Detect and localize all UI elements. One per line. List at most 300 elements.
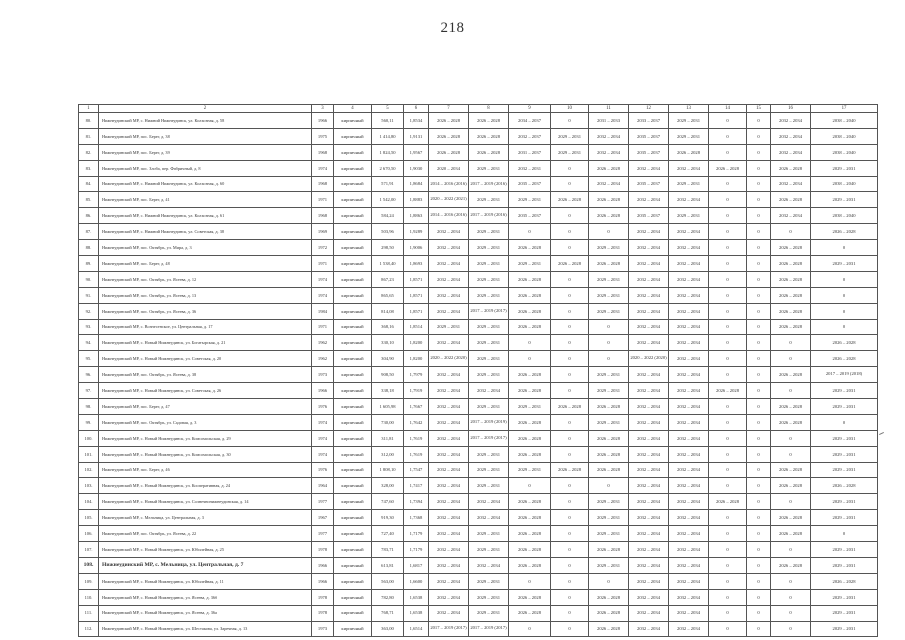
table-cell: 0 xyxy=(709,335,747,351)
table-cell: 2032 – 2034 xyxy=(629,414,669,430)
table-cell: 2032 – 2034 xyxy=(669,383,709,399)
table-cell: 2032 – 2034 xyxy=(429,414,469,430)
table-cell: 0 xyxy=(551,208,589,224)
table-cell: 2029 – 2031 xyxy=(589,271,629,287)
table-cell: 1973 xyxy=(312,367,334,383)
table-cell: 0 xyxy=(747,144,771,160)
table-cell: 0 xyxy=(589,478,629,494)
table-cell: кирпичный xyxy=(334,144,372,160)
table-cell: 0 xyxy=(709,113,747,129)
table-cell: кирпичный xyxy=(334,399,372,415)
table-cell: 2029 – 2031 xyxy=(589,240,629,256)
table-cell: 0 xyxy=(811,287,878,303)
table-cell: 2026 – 2028 xyxy=(429,128,469,144)
address-cell: Нижнеудинский МР, пос. Берег, д. 48 xyxy=(99,256,312,272)
table-cell: 1,7919 xyxy=(404,383,429,399)
table-cell: 2026 – 2028 xyxy=(589,160,629,176)
table-cell: 560,11 xyxy=(372,113,404,129)
table-cell: кирпичный xyxy=(334,128,372,144)
address-cell: Нижнеудинский МР, пос. Берег, д. 39 xyxy=(99,144,312,160)
column-header-13: 13 xyxy=(669,105,709,113)
table-cell: 2029 – 2031 xyxy=(469,271,509,287)
table-row xyxy=(79,160,878,176)
table-cell: 2032 – 2034 xyxy=(669,605,709,621)
table-cell: 2035 – 2037 xyxy=(629,144,669,160)
table-cell: 0 xyxy=(771,446,811,462)
table-cell: 2026 – 2028 xyxy=(589,430,629,446)
address-cell: Нижнеудинский МР, с. Новый Нижнеудинск, ул. Кооперативная, д. 24 xyxy=(99,478,312,494)
table-cell: 2029 – 2031 xyxy=(469,605,509,621)
table-cell: 2032 – 2034 xyxy=(669,271,709,287)
table-row xyxy=(79,128,878,144)
table-cell: 2029 – 2031 xyxy=(589,494,629,510)
table-cell: 2026 – 2028 xyxy=(429,113,469,129)
table-cell: 2032 – 2034 xyxy=(669,160,709,176)
table-row xyxy=(79,526,878,542)
table-cell: 2029 – 2031 xyxy=(669,176,709,192)
table-cell: 0 xyxy=(709,256,747,272)
table-cell: 2032 – 2034 xyxy=(589,128,629,144)
table-cell: 1967 xyxy=(312,510,334,526)
table-cell: 1,9289 xyxy=(404,224,429,240)
row-number-cell: 89. xyxy=(79,256,99,272)
table-cell: 2026 – 2028 xyxy=(811,335,878,351)
table-row xyxy=(79,367,878,383)
table-cell: кирпичный xyxy=(334,160,372,176)
address-cell: Нижнеудинский МР, пос. Злоба, пер. Фабричный, д. 8 xyxy=(99,160,312,176)
table-cell: 2035 – 2037 xyxy=(629,208,669,224)
table-row xyxy=(79,430,878,446)
column-header-7: 7 xyxy=(429,105,469,113)
table-cell: 2032 – 2031 xyxy=(509,160,551,176)
table-cell: 1,6514 xyxy=(404,621,429,637)
table-cell: кирпичный xyxy=(334,494,372,510)
table-cell: 2029 – 2031 xyxy=(509,192,551,208)
table-cell: 867,23 xyxy=(372,271,404,287)
table-cell: 2032 – 2034 xyxy=(429,335,469,351)
table-cell: 1974 xyxy=(312,430,334,446)
column-header-8: 8 xyxy=(469,105,509,113)
table-cell: 2014 – 2016 (2016) xyxy=(429,176,469,192)
table-cell: 0 xyxy=(747,351,771,367)
table-cell: 2032 – 2034 xyxy=(629,319,669,335)
column-header-2: 2 xyxy=(99,105,312,113)
table-cell: 0 xyxy=(709,351,747,367)
table-cell: 0 xyxy=(747,446,771,462)
table-cell: 0 xyxy=(747,335,771,351)
table-cell: 0 xyxy=(747,462,771,478)
table-cell: кирпичный xyxy=(334,303,372,319)
table-cell: 2032 – 2034 xyxy=(629,383,669,399)
column-header-12: 12 xyxy=(629,105,669,113)
row-number-cell: 82. xyxy=(79,144,99,160)
table-cell: 1968 xyxy=(312,176,334,192)
table-cell: 1964 xyxy=(312,478,334,494)
table-cell: 2017 – 2019 (2017) xyxy=(469,621,509,637)
table-cell: 2029 – 2031 xyxy=(811,510,878,526)
table-cell: 0 xyxy=(509,351,551,367)
table-cell: кирпичный xyxy=(334,113,372,129)
table-cell: 0 xyxy=(509,621,551,637)
table-cell: 2026 – 2028 xyxy=(509,605,551,621)
table-cell: 1,8514 xyxy=(404,319,429,335)
table-cell: 1974 xyxy=(312,271,334,287)
table-cell: 2032 – 2034 xyxy=(469,557,509,573)
table-cell: 2026 – 2028 xyxy=(551,256,589,272)
table-cell: кирпичный xyxy=(334,256,372,272)
table-cell: 2026 – 2028 xyxy=(771,303,811,319)
table-row xyxy=(79,287,878,303)
table-cell: 338,18 xyxy=(372,383,404,399)
table-row xyxy=(79,192,878,208)
table-cell: 2032 – 2034 xyxy=(589,144,629,160)
table-cell: 1,8200 xyxy=(404,335,429,351)
table-cell: 2032 – 2034 xyxy=(629,160,669,176)
table-cell: 2026 – 2028 xyxy=(551,462,589,478)
table-cell: 2026 – 2028 xyxy=(509,557,551,573)
table-cell: 0 xyxy=(589,319,629,335)
table-cell: 1971 xyxy=(312,319,334,335)
table-cell: 0 xyxy=(551,542,589,558)
table-cell: 2020 – 2022 (2020) xyxy=(629,351,669,367)
table-cell: 0 xyxy=(589,224,629,240)
table-cell: 2038 – 2040 xyxy=(811,113,878,129)
table-cell: 1,6817 xyxy=(404,557,429,573)
table-row xyxy=(79,605,878,621)
table-cell: 0 xyxy=(551,446,589,462)
table-cell: 1 542,00 xyxy=(372,192,404,208)
table-cell: 2032 – 2034 xyxy=(669,399,709,415)
table-cell: 2032 – 2034 xyxy=(629,621,669,637)
table-cell: 2034 – 2037 xyxy=(509,113,551,129)
table-row xyxy=(79,176,878,192)
table-cell: 328,00 xyxy=(372,478,404,494)
table-cell: 2032 – 2037 xyxy=(509,128,551,144)
table-row xyxy=(79,414,878,430)
table-cell: 2032 – 2034 xyxy=(669,335,709,351)
table-cell: 2032 – 2034 xyxy=(429,399,469,415)
table-cell: 1966 xyxy=(312,113,334,129)
table-cell: 0 xyxy=(709,589,747,605)
table-cell: кирпичный xyxy=(334,287,372,303)
table-cell: 0 xyxy=(771,621,811,637)
table-cell: 2026 – 2028 xyxy=(771,526,811,542)
table-cell: 2017 – 2019 (2017) xyxy=(469,430,509,446)
table-cell: 0 xyxy=(551,351,589,367)
table-cell: 1975 xyxy=(312,128,334,144)
table-cell: 1 538,40 xyxy=(372,256,404,272)
table-cell: 2026 – 2028 xyxy=(509,303,551,319)
table-cell: 2032 – 2034 xyxy=(429,271,469,287)
table-cell: 1,9131 xyxy=(404,128,429,144)
table-cell: 0 xyxy=(551,271,589,287)
row-number-cell: 93. xyxy=(79,319,99,335)
table-cell: 0 xyxy=(551,589,589,605)
table-row xyxy=(79,256,878,272)
table-cell: 2026 – 2028 xyxy=(509,589,551,605)
table-cell: 2026 – 2028 xyxy=(509,526,551,542)
table-cell: 0 xyxy=(551,383,589,399)
table-cell: 1,6538 xyxy=(404,589,429,605)
table-cell: 2038 – 2040 xyxy=(811,128,878,144)
table-cell: 1973 xyxy=(312,621,334,637)
table-cell: 2032 – 2034 xyxy=(771,208,811,224)
table-row xyxy=(79,351,878,367)
table-cell: кирпичный xyxy=(334,351,372,367)
table-cell: 0 xyxy=(771,589,811,605)
table-cell: 0 xyxy=(811,526,878,542)
address-cell: Нижнеудинский МР, пос. Октябрь, ул. Ясеева, д. 12 xyxy=(99,271,312,287)
table-cell: кирпичный xyxy=(334,335,372,351)
table-cell: 1,8684 xyxy=(404,176,429,192)
table-cell: 0 xyxy=(811,414,878,430)
table-cell: 2032 – 2034 xyxy=(429,510,469,526)
table-cell: 2029 – 2031 xyxy=(589,303,629,319)
table-cell: 2032 – 2034 xyxy=(629,256,669,272)
table-cell: 2032 – 2034 xyxy=(669,542,709,558)
column-header-9: 9 xyxy=(509,105,551,113)
table-row xyxy=(79,399,878,415)
table-cell: 2032 – 2034 xyxy=(669,621,709,637)
row-number-cell: 80. xyxy=(79,113,99,129)
table-row xyxy=(79,494,878,510)
table-cell: 0 xyxy=(709,176,747,192)
column-header-15: 15 xyxy=(747,105,771,113)
table-cell: 2032 – 2034 xyxy=(629,224,669,240)
table-cell: 0 xyxy=(747,256,771,272)
column-header-4: 4 xyxy=(334,105,372,113)
table-cell: 0 xyxy=(709,224,747,240)
table-cell: 1,7368 xyxy=(404,510,429,526)
table-row xyxy=(79,113,878,129)
table-cell: 1,8863 xyxy=(404,208,429,224)
table-cell: 2038 – 2040 xyxy=(811,176,878,192)
table-cell: 0 xyxy=(709,430,747,446)
table-cell: 1,8883 xyxy=(404,192,429,208)
table-cell: 2032 – 2034 xyxy=(429,240,469,256)
address-cell: Нижнеудинский МР, пос. Октябрь, ул. Ясеева, д. 13 xyxy=(99,287,312,303)
table-cell: 2026 – 2028 xyxy=(589,399,629,415)
table-cell: 2032 – 2034 xyxy=(629,557,669,573)
table-cell: 0 xyxy=(709,240,747,256)
table-cell: 1977 xyxy=(312,526,334,542)
table-cell: 1969 xyxy=(312,224,334,240)
table-cell: 0 xyxy=(771,224,811,240)
column-header-14: 14 xyxy=(709,105,747,113)
table-cell: 1,7179 xyxy=(404,542,429,558)
table-cell: 1,7979 xyxy=(404,367,429,383)
table-cell: кирпичный xyxy=(334,224,372,240)
table-cell: 2032 – 2034 xyxy=(669,446,709,462)
table-cell: 1,7619 xyxy=(404,446,429,462)
table-cell: 0 xyxy=(709,192,747,208)
table-cell: 2029 – 2031 xyxy=(589,287,629,303)
table-cell: 2029 – 2031 xyxy=(469,462,509,478)
address-cell: Нижнеудинский МР, с. Новый Нижнеудинск, ул. Богатырская, д. 21 xyxy=(99,335,312,351)
table-cell: 0 xyxy=(709,367,747,383)
row-number-cell: 112. xyxy=(79,621,99,637)
table-cell: 730,00 xyxy=(372,414,404,430)
table-cell: 2032 – 2034 xyxy=(629,510,669,526)
table-cell: 2026 – 2028 xyxy=(589,192,629,208)
address-cell: Нижнеудинский МР, с. Новый Нижнеудинск, ул. Советская, д. 26 xyxy=(99,383,312,399)
table-cell: 1,8571 xyxy=(404,303,429,319)
address-cell: Нижнеудинский МР, с. Новый Нижнеудинск, ул. Ясеева, д. 36б xyxy=(99,589,312,605)
table-cell: 2026 – 2028 xyxy=(709,383,747,399)
table-cell: 2032 – 2034 xyxy=(669,589,709,605)
table-cell: 571,91 xyxy=(372,176,404,192)
table-cell: 2032 – 2034 xyxy=(589,176,629,192)
table-cell: 0 xyxy=(747,271,771,287)
table-cell: 0 xyxy=(551,335,589,351)
table-row xyxy=(79,335,878,351)
table-cell: 0 xyxy=(551,319,589,335)
table-cell: 2029 – 2031 xyxy=(469,335,509,351)
address-cell: Нижнеудинский МР, с. Новый Нижнеудинск, ул. Шестакова, ул. Заречная, д. 13 xyxy=(99,621,312,637)
table-cell: 1978 xyxy=(312,605,334,621)
table-cell: 2026 – 2028 xyxy=(771,462,811,478)
table-cell: 1,6538 xyxy=(404,605,429,621)
table-row xyxy=(79,144,878,160)
row-number-cell: 99. xyxy=(79,414,99,430)
table-cell: кирпичный xyxy=(334,367,372,383)
table-cell: 2026 – 2028 xyxy=(771,478,811,494)
table-row xyxy=(79,573,878,589)
table-cell: 2029 – 2031 xyxy=(469,573,509,589)
table-cell: 0 xyxy=(747,208,771,224)
address-cell: Нижнеудинский МР, с. Мельница, ул. Центральная, д. 3 xyxy=(99,510,312,526)
table-cell: 2029 – 2031 xyxy=(669,208,709,224)
table-cell: 304,90 xyxy=(372,351,404,367)
address-cell: Нижнеудинский МР, пос. Октябрь, ул. Садовая, д. 3 xyxy=(99,414,312,430)
column-header-3: 3 xyxy=(312,105,334,113)
table-cell: 2029 – 2031 xyxy=(469,319,509,335)
table-cell: 2029 – 2031 xyxy=(811,557,878,573)
table-row xyxy=(79,589,878,605)
table-cell: 0 xyxy=(747,192,771,208)
table-cell: 2032 – 2034 xyxy=(669,319,709,335)
table-cell: 1,7417 xyxy=(404,478,429,494)
column-header-10: 10 xyxy=(551,105,589,113)
table-cell: 0 xyxy=(551,478,589,494)
table-cell: 2032 – 2034 xyxy=(669,414,709,430)
table-cell: 1966 xyxy=(312,383,334,399)
row-number-cell: 90. xyxy=(79,271,99,287)
row-number-cell: 84. xyxy=(79,176,99,192)
address-cell: Нижнеудинский МР, пос. Октябрь, ул. Ясеева, д. 36 xyxy=(99,303,312,319)
address-cell: Нижнеудинский МР, с. Нижний Нижнеудинск, ул. Советская, д. 38 xyxy=(99,224,312,240)
table-cell: 2032 – 2034 xyxy=(629,240,669,256)
table-cell: кирпичный xyxy=(334,240,372,256)
table-cell: 1,8200 xyxy=(404,351,429,367)
table-cell: кирпичный xyxy=(334,526,372,542)
table-cell: 2032 – 2034 xyxy=(469,383,509,399)
table-row xyxy=(79,271,878,287)
address-cell: Нижнеудинский МР, пос. Октябрь, ул. Ясеева, д. 38 xyxy=(99,367,312,383)
table-cell: 1976 xyxy=(312,462,334,478)
table-cell: 0 xyxy=(747,542,771,558)
table-cell: 2026 – 2028 xyxy=(509,494,551,510)
table-cell: 0 xyxy=(551,113,589,129)
table-cell: 0 xyxy=(747,113,771,129)
table-cell: кирпичный xyxy=(334,510,372,526)
table-cell: 2035 – 2037 xyxy=(629,128,669,144)
table-cell: 2029 – 2031 xyxy=(811,621,878,637)
table-cell: 2032 – 2034 xyxy=(669,573,709,589)
table-cell: 2032 – 2034 xyxy=(629,430,669,446)
row-number-cell: 92. xyxy=(79,303,99,319)
table-cell: 2032 – 2034 xyxy=(669,240,709,256)
table-cell: 2026 – 2028 xyxy=(509,367,551,383)
table-cell: 1978 xyxy=(312,542,334,558)
table-cell: 1974 xyxy=(312,446,334,462)
table-cell: 2035 – 2037 xyxy=(509,176,551,192)
table-cell: 2026 – 2028 xyxy=(771,240,811,256)
table-cell: 2029 – 2031 xyxy=(669,113,709,129)
table-cell: 2029 – 2031 xyxy=(509,399,551,415)
table-cell: 2031 – 2033 xyxy=(589,113,629,129)
address-cell: Нижнеудинский МР, пос. Октябрь, ул. Ясеева, д. 22 xyxy=(99,526,312,542)
table-cell: 2026 – 2028 xyxy=(589,542,629,558)
table-cell: 0 xyxy=(589,573,629,589)
table-cell: 2029 – 2031 xyxy=(811,192,878,208)
table-cell: 2032 – 2034 xyxy=(629,303,669,319)
table-cell: 0 xyxy=(747,478,771,494)
table-cell: 1,6600 xyxy=(404,573,429,589)
table-cell: кирпичный xyxy=(334,589,372,605)
table-cell: 0 xyxy=(509,573,551,589)
table-cell: 0 xyxy=(551,176,589,192)
table-cell: 1968 xyxy=(312,208,334,224)
table-cell: 2026 – 2028 xyxy=(709,494,747,510)
table-cell: 0 xyxy=(551,526,589,542)
table-cell: 0 xyxy=(771,494,811,510)
row-number-cell: 88. xyxy=(79,240,99,256)
table-cell: 2032 – 2034 xyxy=(669,256,709,272)
column-header-17: 17 xyxy=(811,105,878,113)
table-cell: 2032 – 2034 xyxy=(429,526,469,542)
table-body xyxy=(79,113,878,637)
table-cell: 0 xyxy=(709,526,747,542)
table-cell: 2029 – 2031 xyxy=(811,494,878,510)
table-cell: 2026 – 2028 xyxy=(771,271,811,287)
table-cell: 0 xyxy=(747,605,771,621)
address-cell: Нижнеудинский МР, с. Вознесенское, ул. Центральная, д. 17 xyxy=(99,319,312,335)
table-cell: кирпичный xyxy=(334,430,372,446)
table-cell: 0 xyxy=(747,303,771,319)
table-cell: 2017 – 2019 (2016) xyxy=(469,208,509,224)
table-cell: 0 xyxy=(551,287,589,303)
table-cell: 0 xyxy=(747,224,771,240)
table-cell: 2029 – 2031 xyxy=(589,414,629,430)
table-cell: 0 xyxy=(709,605,747,621)
table-cell: 2017 – 2019 (2017) xyxy=(469,303,509,319)
row-number-cell: 87. xyxy=(79,224,99,240)
address-cell: Нижнеудинский МР, пос. Берег, д. 41 xyxy=(99,192,312,208)
table-cell: 1,9030 xyxy=(404,160,429,176)
table-cell: 0 xyxy=(747,367,771,383)
table-cell: 919,30 xyxy=(372,510,404,526)
table-cell: кирпичный xyxy=(334,319,372,335)
table-cell: 2032 – 2034 xyxy=(429,478,469,494)
table-cell: 2029 – 2031 xyxy=(811,446,878,462)
table-cell: 2029 – 2031 xyxy=(469,351,509,367)
table-cell: 2029 – 2031 xyxy=(811,589,878,605)
row-number-cell: 106. xyxy=(79,526,99,542)
table-cell: 2026 – 2028 xyxy=(589,621,629,637)
table-cell: 2026 – 2028 xyxy=(811,351,878,367)
table-cell: 0 xyxy=(709,557,747,573)
